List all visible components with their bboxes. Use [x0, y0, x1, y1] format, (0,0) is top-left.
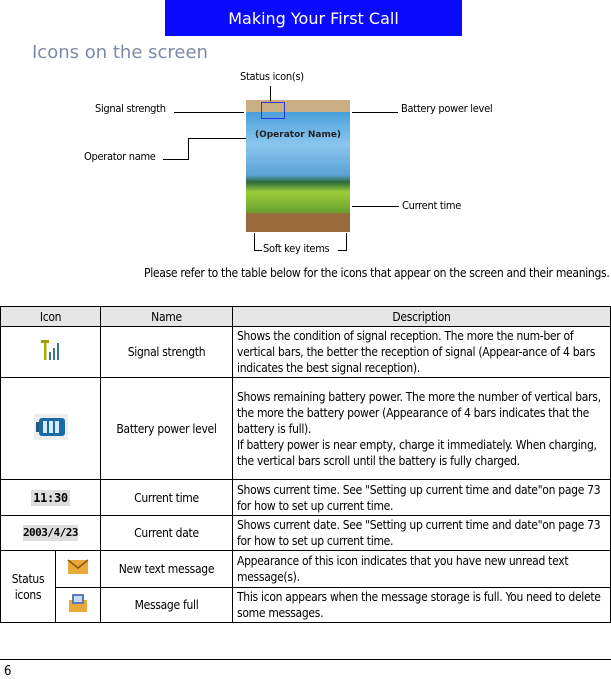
label-softkeys: Soft key items	[263, 242, 330, 255]
row-desc: Shows current date. See "Setting up current time and date"on page 73 for how to set up current time.	[233, 516, 611, 551]
row-name: Signal strength	[101, 327, 233, 378]
envelope-icon	[67, 558, 89, 580]
row-desc: This icon appears when the message storage is full. You need to delete some messages.	[233, 588, 611, 623]
phone-screen-image	[246, 100, 350, 232]
table-row	[1, 327, 611, 378]
table-header-row	[1, 307, 611, 327]
status-icon-highlight	[261, 102, 285, 119]
row-name: Current time	[101, 480, 233, 516]
label-status-icons: Status icon(s)	[240, 70, 304, 83]
operator-name-screen: (Operator Name)	[254, 130, 342, 140]
label-battery: Battery power level	[401, 102, 493, 115]
page-heading: Icons on the screen	[32, 42, 208, 63]
battery-icon	[34, 414, 68, 444]
table-row	[1, 516, 611, 551]
table-row	[1, 588, 611, 623]
date-icon: 2003/4/23	[22, 526, 79, 540]
header-description: Description	[233, 307, 611, 327]
section-banner: Making Your First Call	[165, 0, 462, 36]
signal-icon	[39, 338, 63, 366]
message-full-icon	[67, 592, 89, 618]
row-desc: Shows the condition of signal reception. The more the num-ber of vertical bars, the better the reception of signal (Appear-ance of 4 bars indicates the best signal reception).	[233, 327, 611, 378]
header-icon: Icon	[1, 307, 101, 327]
row-desc: Shows current time. See "Setting up current time and date"on page 73 for how to set up current time.	[233, 480, 611, 516]
table-row	[1, 551, 611, 588]
row-name: Message full	[101, 588, 233, 623]
intro-paragraph: Please refer to the table below for the icons that appear on the screen and their meanings.	[144, 266, 610, 280]
row-desc: Appearance of this icon indicates that you have new unread text message(s).	[233, 551, 611, 588]
header-name: Name	[101, 307, 233, 327]
table-row	[1, 378, 611, 480]
row-desc: Shows remaining battery power. The more the number of vertical bars, the more the battery power (Appearance of 4 bars indicates that the battery is full). If battery power is near empty, charge it immediately. When charging, the vertical bars scroll until the battery is fully charged.	[233, 378, 611, 480]
label-signal: Signal strength	[95, 102, 166, 115]
time-icon: 11:30	[33, 490, 68, 505]
row-name: Battery power level	[101, 378, 233, 480]
footer-divider	[0, 659, 611, 660]
row-name: Current date	[101, 516, 233, 551]
icons-table	[0, 306, 611, 623]
label-operator: Operator name	[84, 150, 156, 163]
label-time: Current time	[402, 199, 462, 212]
table-row	[1, 480, 611, 516]
status-icons-group: Status icons	[1, 551, 56, 623]
row-name: New text message	[101, 551, 233, 588]
page-number: 6	[4, 664, 12, 679]
